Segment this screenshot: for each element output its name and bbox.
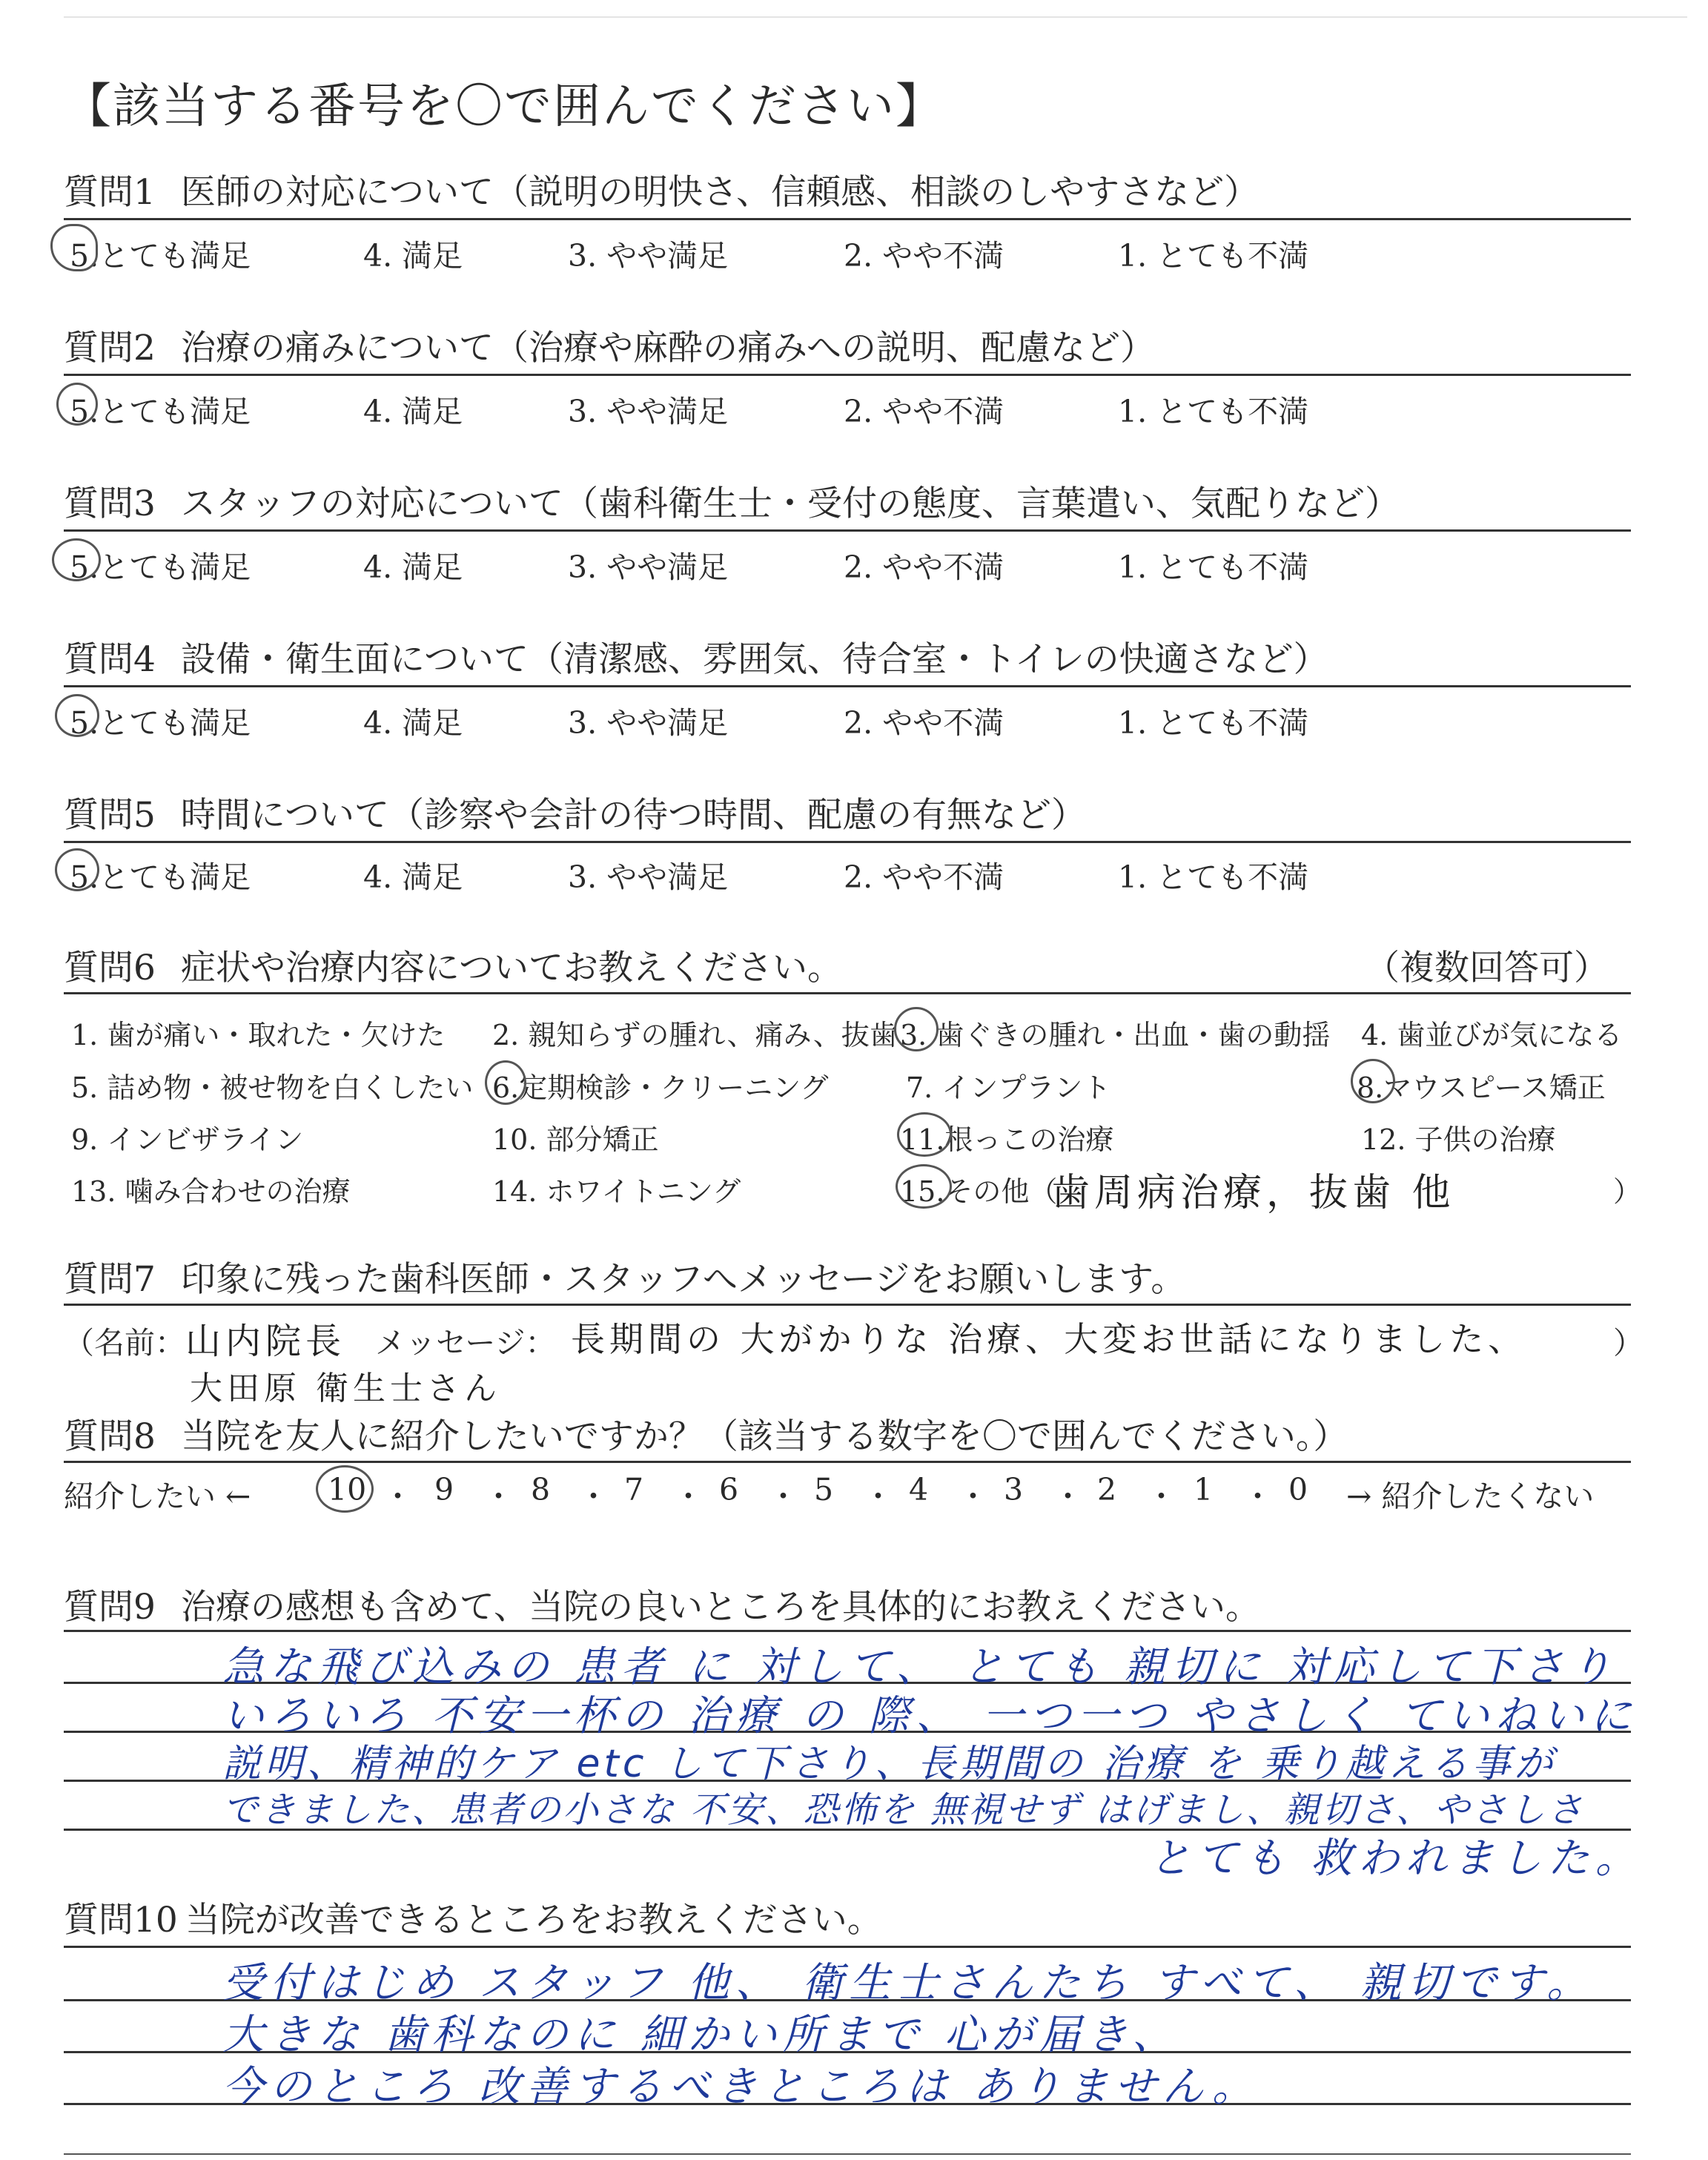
selection-circle: [485, 1060, 526, 1105]
question-4-options: [64, 698, 1631, 743]
symptom-item[interactable]: 15.その他（: [900, 1175, 1058, 1208]
question-1-number: 質問1: [64, 172, 156, 213]
form-header: 【該当する番号を〇で囲んでください】: [64, 79, 944, 134]
question-7-number: 質問7: [64, 1259, 156, 1300]
selection-circle: [896, 1164, 952, 1209]
symptom-item[interactable]: 8.マウスピース矯正: [1357, 1071, 1606, 1104]
scale-8[interactable]: 8: [531, 1472, 551, 1507]
option-3[interactable]: 3. やや満足: [568, 549, 729, 585]
scale-6[interactable]: 6: [719, 1472, 739, 1507]
name-label: （名前：: [64, 1325, 185, 1361]
question-9-number: 質問9: [64, 1587, 156, 1628]
question-4: [64, 632, 1631, 687]
scale-2[interactable]: 2: [1097, 1472, 1117, 1507]
question-5-number: 質問5: [64, 795, 156, 836]
selection-circle: [56, 383, 98, 426]
option-1[interactable]: 1. とても不満: [1118, 238, 1309, 274]
question-1: [64, 165, 1631, 220]
question-8-number: 質問8: [64, 1416, 156, 1457]
q9-answer-line: 説明、精神的ケア etc して下さり、長期間の 治療 を 乗り越える事が: [222, 1742, 1557, 1786]
ruled-line: [64, 2153, 1631, 2155]
symptom-item[interactable]: 2. 親知らずの腫れ、痛み、抜歯: [492, 1019, 898, 1051]
question-3-number: 質問3: [64, 483, 156, 524]
message-handwritten: 長期間の 大がかりな 治療、大変お世話になりました、: [571, 1319, 1527, 1359]
option-5[interactable]: 5.とても満足: [70, 238, 251, 274]
symptom-item[interactable]: 9. インビザライン: [71, 1123, 304, 1156]
option-4[interactable]: 4. 満足: [363, 238, 463, 274]
symptom-item[interactable]: 7. インプラント: [906, 1071, 1111, 1104]
scale-0[interactable]: 0: [1288, 1472, 1308, 1507]
question-6-text: 症状や治療内容についてお教えください。: [180, 948, 842, 988]
question-8-text: 当院を友人に紹介したいですか？（該当する数字を〇で囲んでください。）: [180, 1416, 1348, 1457]
question-9-text: 治療の感想も含めて、当院の良いところを具体的にお教えください。: [180, 1587, 1260, 1628]
scale-3[interactable]: 3: [1004, 1472, 1024, 1507]
selection-circle: [52, 538, 101, 581]
question-4-text: 設備・衛生面について（清潔感、雰囲気、待合室・トイレの快適さなど）: [180, 639, 1328, 680]
other-close-paren: ）: [1613, 1175, 1642, 1208]
q10-answer-line: 今のところ 改善するべきところは ありません。: [222, 2063, 1260, 2111]
top-border: [64, 16, 1687, 18]
option-4[interactable]: 4. 満足: [363, 549, 463, 585]
question-6: [64, 940, 1631, 994]
question-10: [64, 1892, 1631, 1948]
option-5[interactable]: 5.とても満足: [70, 549, 251, 585]
option-2[interactable]: 2. やや不満: [844, 394, 1004, 429]
q9-answer-line: いろいろ 不安一杯の 治療 の 際、 一つ一つ やさしく ていねいに: [222, 1692, 1638, 1740]
question-2-options: [64, 387, 1631, 432]
option-2[interactable]: 2. やや不満: [844, 238, 1004, 274]
option-1[interactable]: 1. とても不満: [1118, 705, 1309, 741]
question-7: [64, 1252, 1631, 1306]
symptom-item[interactable]: 11.根っこの治療: [900, 1123, 1114, 1156]
symptom-item[interactable]: 10. 部分矯正: [492, 1123, 659, 1156]
q10-answer-line: 大きな 歯科なのに 細かい所まで 心が届き、: [222, 2011, 1180, 2059]
option-3[interactable]: 3. やや満足: [568, 394, 729, 429]
question-10-text: 当院が改善できるところをお教えください。: [185, 1900, 882, 1941]
selection-circle: [894, 1007, 939, 1051]
q10-answer-line: 受付はじめ スタッフ 他、 衛生士さんたち すべて、 親切です。: [222, 1959, 1595, 2007]
option-4[interactable]: 4. 満足: [363, 394, 463, 429]
q9-answer-line: 急な飛び込みの 患者 に 対して、 とても 親切に 対応して下さり: [222, 1643, 1618, 1691]
scale-10[interactable]: 10: [328, 1472, 367, 1507]
question-5: [64, 787, 1631, 843]
option-2[interactable]: 2. やや不満: [844, 705, 1004, 741]
symptom-item[interactable]: 1. 歯が痛い・取れた・欠けた: [71, 1019, 446, 1051]
q9-answer-line: できました、患者の小さな 不安、恐怖を 無視せず はげまし、親切さ、やさしさ: [222, 1789, 1585, 1831]
scale-5[interactable]: 5: [814, 1472, 834, 1507]
option-5[interactable]: 5.とても満足: [70, 859, 251, 895]
selection-circle: [897, 1112, 952, 1157]
question-6-number: 質問6: [64, 948, 156, 988]
scale-4[interactable]: 4: [909, 1472, 929, 1507]
message-label: メッセージ：: [375, 1325, 556, 1361]
scale-1[interactable]: 1: [1194, 1472, 1214, 1507]
question-7-text: 印象に残った歯科医師・スタッフへメッセージをお願いします。: [180, 1259, 1186, 1300]
option-1[interactable]: 1. とても不満: [1118, 859, 1309, 895]
symptom-item[interactable]: 12. 子供の治療: [1361, 1123, 1556, 1156]
scale-right-label: → 紹介したくない: [1346, 1479, 1595, 1514]
selection-circle: [55, 848, 99, 891]
option-2[interactable]: 2. やや不満: [844, 859, 1004, 895]
selection-circle: [55, 694, 99, 737]
selection-circle: [1351, 1059, 1395, 1103]
option-4[interactable]: 4. 満足: [363, 705, 463, 741]
question-2-number: 質問2: [64, 328, 156, 369]
option-5[interactable]: 5.とても満足: [70, 394, 251, 429]
question-5-options: [64, 853, 1631, 897]
question-2: [64, 320, 1631, 376]
symptom-item[interactable]: 13. 噛み合わせの治療: [71, 1175, 351, 1208]
selection-circle: [50, 224, 98, 271]
name-handwritten-2: 大田原 衛生士さん: [190, 1370, 501, 1407]
option-1[interactable]: 1. とても不満: [1118, 549, 1309, 585]
other-handwritten: 歯周病治療，抜歯 他: [1051, 1171, 1455, 1215]
symptom-item[interactable]: 14. ホワイトニング: [492, 1175, 741, 1208]
question-4-number: 質問4: [64, 639, 156, 680]
symptom-item[interactable]: 3. 歯ぐきの腫れ・出血・歯の動揺: [900, 1019, 1331, 1051]
question-6-note: （複数回答可）: [1365, 948, 1609, 988]
message-close-paren: ）: [1613, 1325, 1644, 1361]
selection-circle: [316, 1465, 374, 1513]
option-5[interactable]: 5.とても満足: [70, 705, 251, 741]
q9-answer-line: とても 救われました。: [1149, 1834, 1643, 1883]
question-3-text: スタッフの対応について（歯科衛生士・受付の態度、言葉遣い、気配りなど）: [180, 483, 1400, 524]
question-3-options: [64, 543, 1631, 587]
question-2-text: 治療の痛みについて（治療や麻酔の痛みへの説明、配慮など）: [180, 328, 1156, 369]
name-handwritten: 山内院長: [185, 1321, 346, 1362]
option-4[interactable]: 4. 満足: [363, 859, 463, 895]
option-1[interactable]: 1. とても不満: [1118, 394, 1309, 429]
question-9: [64, 1579, 1631, 1632]
scale-7[interactable]: 7: [624, 1472, 644, 1507]
option-3[interactable]: 3. やや満足: [568, 859, 729, 895]
option-3[interactable]: 3. やや満足: [568, 705, 729, 741]
question-1-options: [64, 231, 1631, 276]
symptom-item[interactable]: 4. 歯並びが気になる: [1361, 1019, 1623, 1051]
question-8: [64, 1409, 1631, 1463]
question-5-text: 時間について（診察や会計の待つ時間、配慮の有無など）: [180, 795, 1086, 836]
question-10-number: 質問10: [64, 1900, 178, 1941]
option-3[interactable]: 3. やや満足: [568, 238, 729, 274]
symptom-item[interactable]: 5. 詰め物・被せ物を白くしたい: [71, 1071, 474, 1104]
scale-9[interactable]: 9: [434, 1472, 454, 1507]
scale-left-label: 紹介したい ←: [64, 1479, 251, 1514]
symptom-item[interactable]: 6.定期検診・クリーニング: [492, 1071, 829, 1104]
option-2[interactable]: 2. やや不満: [844, 549, 1004, 585]
question-1-text: 医師の対応について（説明の明快さ、信頼感、相談のしやすさなど）: [180, 172, 1260, 213]
question-3: [64, 476, 1631, 532]
